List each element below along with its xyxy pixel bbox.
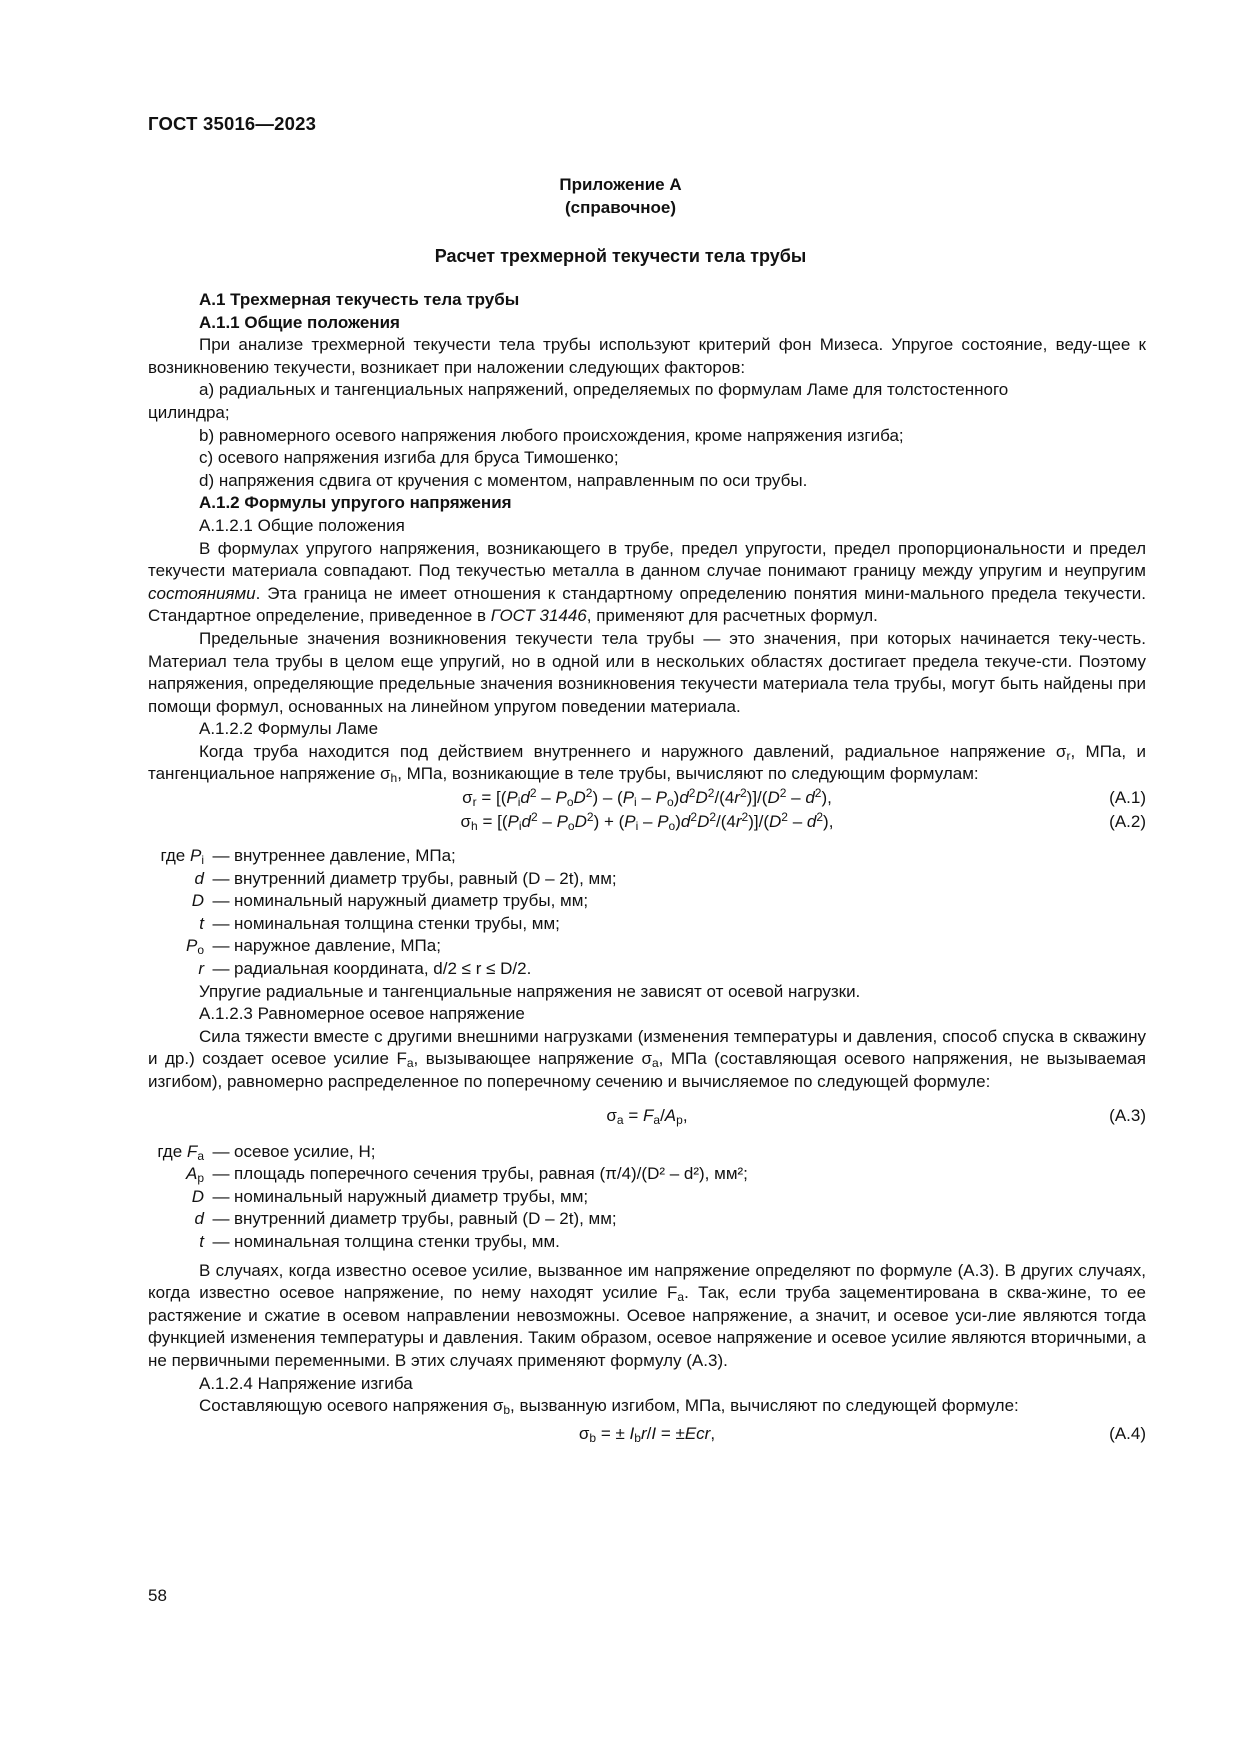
a121-paragraph-2: Предельные значения возникновения текучести тела трубы — это значения, при которых начинается теку-честь. Материал тела трубы в целом еще упругий, но в одной или в нескольких областях достигает предела текуче-сти. Поэтому напряжения, определяющие предельные значения возникновения текучести материала тела трубы, могут быть найдены при помощи формул, основанных на линейном упругом поведении материала. bbox=[148, 628, 1146, 716]
where-description: наружное давление, МПа; bbox=[234, 936, 441, 956]
equation-a2-body: $\sigma_h = [(P_id^2 - P_oD^2) + (P_i - P_o)d^2D^2/(4r^2)]/(D^2 - d^2)$, bbox=[460, 810, 834, 834]
where-list-1: где $P_i$ — внутреннее давление, МПа; d — внутренний диаметр трубы, равный (D – 2t), мм; D — номинальный наружный диаметр трубы, мм; t — номинальная толщина стенки трубы, мм; $P_o$ — наружное давление, МПа; r — радиальная координата, d/2 ≤ r ≤ D/2. bbox=[148, 845, 1146, 981]
where-description: номинальный наружный диаметр трубы, мм; bbox=[234, 891, 589, 911]
list-item-a: a) радиальных и тангенциальных напряжений, определяемых по формулам Ламе для толстостенного bbox=[199, 380, 1009, 400]
where-symbol: $A_p$ bbox=[185, 1164, 204, 1186]
where-symbol: d bbox=[194, 1209, 204, 1229]
equation-a3-number: (А.3) bbox=[1109, 1105, 1146, 1125]
section-a11-heading: А.1.1 Общие положения bbox=[199, 312, 400, 332]
where-description: площадь поперечного сечения трубы, равная (π/4)/(D² – d²), мм²; bbox=[234, 1164, 748, 1184]
list-item-d: d) напряжения сдвига от кручения с моментом, направленным по оси трубы. bbox=[199, 470, 808, 490]
where-symbol: D bbox=[191, 1186, 204, 1206]
where-list-2: где $F_a$ — осевое усилие, Н; $A_p$ — площадь поперечного сечения трубы, равная (π/4)/(D² – d²), мм²; D — номинальный наружный диаметр трубы, мм; d — внутренний диаметр трубы, равный (D – 2t), мм; t — номинальная толщина стенки трубы, мм. bbox=[148, 1141, 1146, 1254]
where-description: внутренний диаметр трубы, равный (D – 2t), мм; bbox=[234, 1209, 617, 1229]
a11-paragraph: При анализе трехмерной текучести тела трубы используют критерий фон Мизеса. Упругое состояние, веду-щее к возникновению текучести, возникает при наложении следующих факторов: bbox=[148, 335, 1146, 377]
a121-paragraph-1: В формулах упругого напряжения, возникающего в трубе, предел упругости, предел пропорциональности и предел текучести материала совпадают. Под текучестью металла в данном случае понимают границу между упругим и неупругим состояниями. Эта граница не имеет отношения к стандартному определению понятия мини-мального предела текучести. Стандартное определение, приведенное в ГОСТ 31446, применяют для расчетных формул. bbox=[148, 538, 1146, 626]
where-description: внутренний диаметр трубы, равный (D – 2t), мм; bbox=[234, 868, 617, 888]
where-symbol: D bbox=[191, 891, 204, 911]
where-symbol: t bbox=[199, 1231, 204, 1251]
doc-header: ГОСТ 35016—2023 bbox=[148, 113, 317, 134]
a124-paragraph: Составляющую осевого напряжения $\sigma_b$, вызванную изгибом, МПа, вычисляют по следующей формуле: bbox=[199, 1396, 1019, 1418]
a122-note: Упругие радиальные и тангенциальные напряжения не зависят от осевой нагрузки. bbox=[199, 981, 861, 1001]
equation-a1-number: (А.1) bbox=[1109, 788, 1146, 808]
a123-paragraph: Сила тяжести вместе с другими внешними нагрузками (изменения температуры и давления, способ спуска в скважину и др.) создает осевое усилие $F_a$, вызывающее напряжение $\sigma_a$, МПа (составляющая осевого напряжения, не вызываемая изгибом), равномерно распределенное по поперечному сечению и вычисляемое по следующей формуле: bbox=[148, 1026, 1146, 1091]
appendix-status: (справочное) bbox=[564, 198, 677, 217]
equation-a1-body: $\sigma_r = [(P_id^2 - P_oD^2) - (P_i - P_o)d^2D^2/(4r^2)]/(D^2 - d^2)$, bbox=[462, 786, 832, 810]
where-symbol: где $P_i$ bbox=[160, 846, 204, 868]
equation-a3-body: $\sigma_a = F_a/A_p$, bbox=[606, 1105, 688, 1127]
section-a124-heading: А.1.2.4 Напряжение изгиба bbox=[199, 1373, 413, 1393]
a123-paragraph-2: В случаях, когда известно осевое усилие, вызванное им напряжение определяют по формуле (А.3). В других случаях, когда известно осевое напряжение, по нему находят усилие $F_a$. Так, если труба зацементирована в сква-жине, то ее растяжение и сжатие в осевом направлении невозможны. Осевое напряжение, а значит, и осевое уси-лие являются тогда функцией изменения температуры и давления. Таким образом, осевое напряжение и осевое усилие являются вторичными, а не первичными переменными. В этих случаях применяют формулу (А.3). bbox=[148, 1260, 1146, 1370]
equation-a2-number: (А.2) bbox=[1109, 812, 1146, 832]
where-description: внутреннее давление, МПа; bbox=[234, 846, 456, 866]
where-description: номинальный наружный диаметр трубы, мм; bbox=[234, 1186, 589, 1206]
equation-a4-body: $\sigma_b$ = ± $I_br/I = \pm Ecr$, bbox=[578, 1423, 716, 1445]
where-symbol: где $F_a$ bbox=[157, 1141, 204, 1163]
section-a12-heading: А.1.2 Формулы упругого напряжения bbox=[199, 493, 512, 513]
page-number: 58 bbox=[148, 1586, 167, 1605]
appendix-title: Приложение А bbox=[559, 175, 682, 194]
section-a122-heading: А.1.2.2 Формулы Ламе bbox=[199, 719, 379, 739]
main-title: Расчет трехмерной текучести тела трубы bbox=[434, 246, 807, 266]
equation-a3 bbox=[148, 1105, 1146, 1128]
where-symbol: t bbox=[199, 913, 204, 933]
list-item-b: b) равномерного осевого напряжения любого происхождения, кроме напряжения изгиба; bbox=[199, 425, 904, 445]
where-symbol: $P_o$ bbox=[185, 936, 204, 958]
where-description: номинальная толщина стенки трубы, мм; bbox=[234, 913, 560, 933]
appendix-heading bbox=[0, 173, 1241, 219]
a122-paragraph: Когда труба находится под действием внутреннего и наружного давлений, радиальное напряжение $\sigma_r$, МПа, и тангенциальное напряжение $\sigma_h$, МПа, возникающие в теле трубы, вычисляют по следующим формулам: bbox=[148, 741, 1146, 786]
equation-a4-number: (А.4) bbox=[1109, 1423, 1146, 1443]
equation-a1 bbox=[148, 787, 1146, 810]
section-a121-heading: А.1.2.1 Общие положения bbox=[199, 515, 405, 535]
where-description: радиальная координата, d/2 ≤ r ≤ D/2. bbox=[234, 959, 532, 979]
equation-a2 bbox=[148, 811, 1146, 834]
list-item-c: c) осевого напряжения изгиба для бруса Тимошенко; bbox=[199, 448, 619, 468]
where-description: номинальная толщина стенки трубы, мм. bbox=[234, 1231, 560, 1251]
section-a123-heading: А.1.2.3 Равномерное осевое напряжение bbox=[199, 1004, 525, 1024]
where-symbol: d bbox=[194, 868, 204, 888]
list-item-a-cont: цилиндра; bbox=[148, 402, 230, 422]
where-symbol: r bbox=[198, 959, 204, 979]
where-description: осевое усилие, Н; bbox=[234, 1141, 376, 1161]
equation-a4 bbox=[148, 1423, 1146, 1446]
section-a1-heading: А.1 Трехмерная текучесть тела трубы bbox=[199, 290, 520, 309]
body-text bbox=[148, 289, 1146, 1447]
